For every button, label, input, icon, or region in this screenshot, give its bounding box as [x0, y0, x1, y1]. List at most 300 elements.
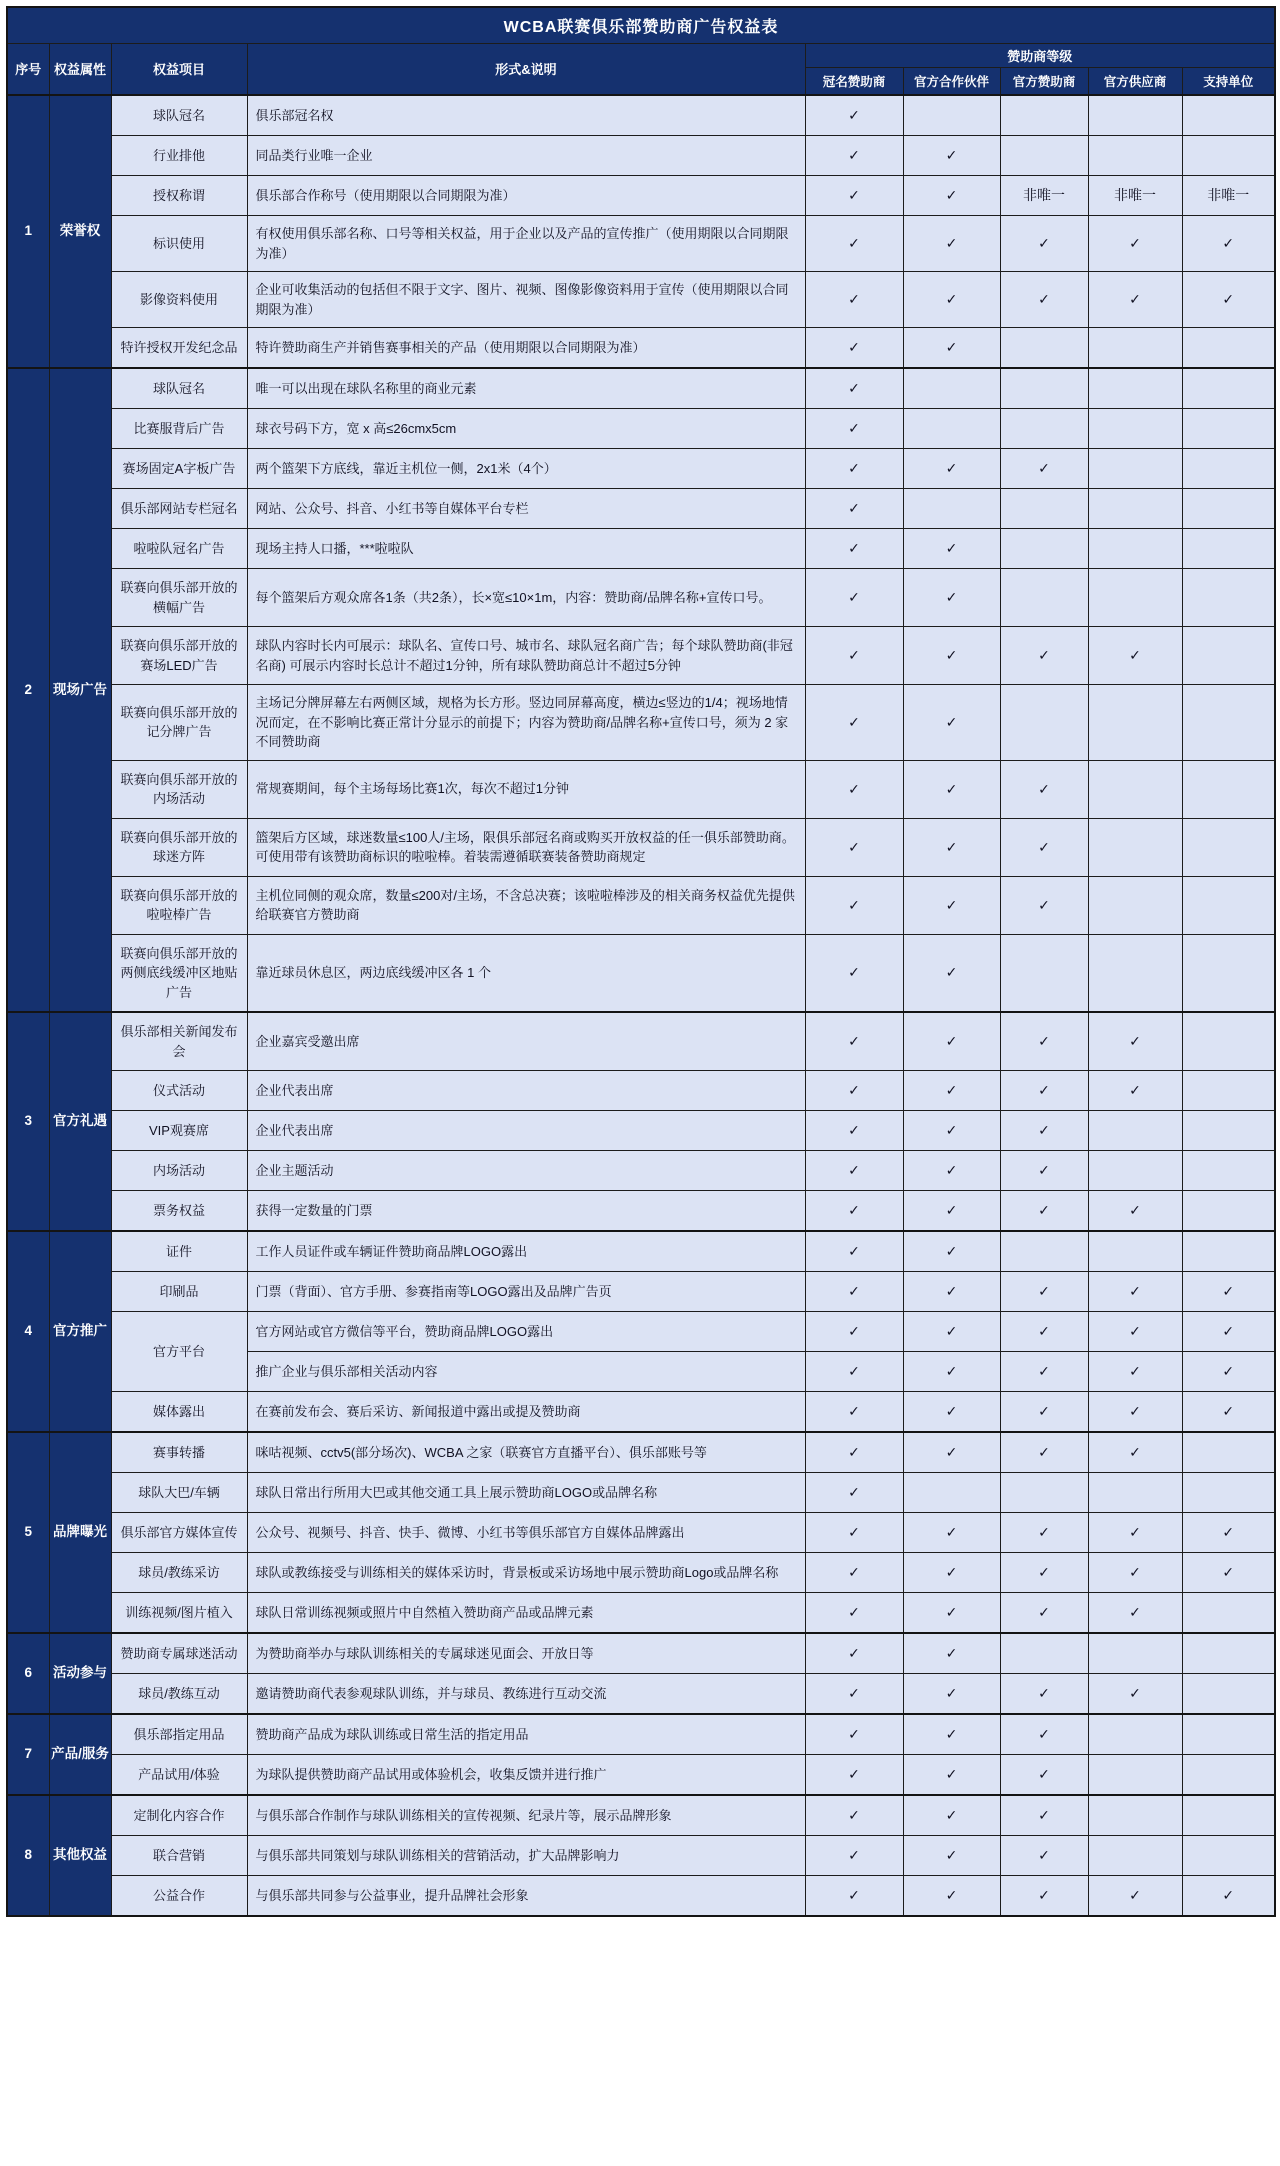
tier-mark: ✓	[1088, 1191, 1182, 1232]
tier-mark: ✓	[1088, 1513, 1182, 1553]
benefit-item: 联赛向俱乐部开放的赛场LED广告	[111, 627, 247, 685]
tier-mark	[1088, 1111, 1182, 1151]
benefit-item: 俱乐部指定用品	[111, 1714, 247, 1755]
benefit-description: 在赛前发布会、赛后采访、新闻报道中露出或提及赞助商	[247, 1392, 805, 1433]
tier-mark: ✓	[1000, 449, 1088, 489]
tier-mark: ✓	[903, 1553, 1000, 1593]
tier-mark: ✓	[805, 1714, 903, 1755]
benefit-description: 与俱乐部合作制作与球队训练相关的宣传视频、纪录片等，展示品牌形象	[247, 1795, 805, 1836]
tier-mark: ✓	[903, 1755, 1000, 1796]
tier-mark	[1182, 627, 1275, 685]
table-row	[7, 1071, 1275, 1111]
tier-mark	[1088, 328, 1182, 369]
tier-mark	[1182, 1795, 1275, 1836]
table-row	[7, 1553, 1275, 1593]
tier-mark	[1088, 818, 1182, 876]
tier-mark	[1088, 95, 1182, 136]
tier-mark: ✓	[1000, 876, 1088, 934]
tier-mark: ✓	[805, 1272, 903, 1312]
section-index: 3	[7, 1012, 49, 1231]
table-row	[7, 1012, 1275, 1071]
benefit-item: 球队大巴/车辆	[111, 1473, 247, 1513]
tier-mark: ✓	[805, 176, 903, 216]
tier-mark: ✓	[805, 627, 903, 685]
tier-mark	[1182, 1755, 1275, 1796]
benefit-description: 为赞助商举办与球队训练相关的专属球迷见面会、开放日等	[247, 1633, 805, 1674]
tier-mark: ✓	[903, 1876, 1000, 1917]
tier-mark: ✓	[903, 934, 1000, 1012]
tier-mark: ✓	[1182, 1272, 1275, 1312]
benefit-item: 产品试用/体验	[111, 1755, 247, 1796]
tier-mark: ✓	[805, 1352, 903, 1392]
tier-mark	[903, 489, 1000, 529]
benefit-description: 为球队提供赞助商产品试用或体验机会，收集反馈并进行推广	[247, 1755, 805, 1796]
section-index: 7	[7, 1714, 49, 1795]
tier-mark: ✓	[1000, 1151, 1088, 1191]
tier-mark: ✓	[903, 627, 1000, 685]
table-row	[7, 1836, 1275, 1876]
tier-mark: ✓	[805, 1312, 903, 1352]
benefit-description: 同品类行业唯一企业	[247, 136, 805, 176]
benefit-item: 影像资料使用	[111, 272, 247, 328]
tier-mark	[1000, 489, 1088, 529]
tier-mark: ✓	[805, 1755, 903, 1796]
benefit-description: 门票（背面）、官方手册、参赛指南等LOGO露出及品牌广告页	[247, 1272, 805, 1312]
benefit-description: 推广企业与俱乐部相关活动内容	[247, 1352, 805, 1392]
tier-mark: 非唯一	[1000, 176, 1088, 216]
tier-mark	[1182, 368, 1275, 409]
section-attribute: 活动参与	[49, 1633, 111, 1714]
benefit-item: 联赛向俱乐部开放的啦啦棒广告	[111, 876, 247, 934]
tier-mark: ✓	[903, 328, 1000, 369]
col-header-tier-official-partner: 官方合作伙伴	[903, 67, 1000, 95]
tier-mark	[1088, 1836, 1182, 1876]
tier-mark: ✓	[805, 876, 903, 934]
tier-mark: ✓	[903, 1795, 1000, 1836]
col-header-tier-official-supplier: 官方供应商	[1088, 67, 1182, 95]
tier-mark: ✓	[805, 760, 903, 818]
table-row	[7, 685, 1275, 761]
tier-mark: ✓	[805, 1553, 903, 1593]
tier-mark: ✓	[1088, 1674, 1182, 1715]
tier-mark: ✓	[903, 529, 1000, 569]
tier-mark: ✓	[1182, 272, 1275, 328]
tier-mark	[1182, 1151, 1275, 1191]
tier-mark	[1088, 1714, 1182, 1755]
tier-mark: ✓	[903, 1231, 1000, 1272]
tier-mark: ✓	[1182, 1513, 1275, 1553]
table-row	[7, 529, 1275, 569]
tier-mark: ✓	[1000, 1836, 1088, 1876]
tier-mark: ✓	[1088, 1312, 1182, 1352]
tier-mark: ✓	[805, 529, 903, 569]
tier-mark: ✓	[805, 934, 903, 1012]
tier-mark	[1182, 1674, 1275, 1715]
tier-mark: ✓	[903, 1151, 1000, 1191]
tier-mark	[1182, 876, 1275, 934]
tier-mark: 非唯一	[1182, 176, 1275, 216]
table-row	[7, 136, 1275, 176]
tier-mark: ✓	[805, 1876, 903, 1917]
tier-mark	[1000, 409, 1088, 449]
tier-mark: ✓	[903, 1272, 1000, 1312]
tier-mark	[1182, 529, 1275, 569]
table-row	[7, 1151, 1275, 1191]
tier-mark: ✓	[1000, 1312, 1088, 1352]
table-row	[7, 1633, 1275, 1674]
benefit-description: 球队日常训练视频或照片中自然植入赞助商产品或品牌元素	[247, 1593, 805, 1634]
benefit-item: 球队冠名	[111, 368, 247, 409]
benefit-item: 啦啦队冠名广告	[111, 529, 247, 569]
tier-mark: ✓	[805, 1231, 903, 1272]
tier-mark: ✓	[1088, 1553, 1182, 1593]
section-attribute: 品牌曝光	[49, 1432, 111, 1633]
tier-mark: ✓	[1182, 1876, 1275, 1917]
tier-mark	[1182, 328, 1275, 369]
benefit-description: 企业嘉宾受邀出席	[247, 1012, 805, 1071]
tier-mark: ✓	[805, 1836, 903, 1876]
tier-mark: ✓	[1000, 1352, 1088, 1392]
tier-mark	[1088, 569, 1182, 627]
tier-mark: ✓	[903, 272, 1000, 328]
tier-mark: ✓	[1000, 1795, 1088, 1836]
benefit-item: 赞助商专属球迷活动	[111, 1633, 247, 1674]
col-header-tier-title-sponsor: 冠名赞助商	[805, 67, 903, 95]
tier-mark: ✓	[805, 1012, 903, 1071]
table-row	[7, 328, 1275, 369]
tier-mark: ✓	[1000, 1553, 1088, 1593]
tier-mark	[1182, 409, 1275, 449]
tier-mark	[1000, 95, 1088, 136]
tier-mark: ✓	[1000, 1755, 1088, 1796]
title-row	[7, 7, 1275, 43]
benefit-description: 与俱乐部共同策划与球队训练相关的营销活动，扩大品牌影响力	[247, 1836, 805, 1876]
tier-mark: ✓	[1000, 1513, 1088, 1553]
tier-mark: ✓	[903, 1352, 1000, 1392]
header-row-main	[7, 43, 1275, 67]
tier-mark	[1088, 934, 1182, 1012]
table-row	[7, 1714, 1275, 1755]
benefit-description: 有权使用俱乐部名称、口号等相关权益，用于企业以及产品的宣传推广（使用期限以合同期限为准）	[247, 216, 805, 272]
col-header-tier-group: 赞助商等级	[805, 43, 1275, 67]
table-row	[7, 1272, 1275, 1312]
tier-mark	[1088, 1473, 1182, 1513]
tier-mark	[1088, 1151, 1182, 1191]
tier-mark: ✓	[805, 1473, 903, 1513]
table-row	[7, 1876, 1275, 1917]
benefit-description: 官方网站或官方微信等平台，赞助商品牌LOGO露出	[247, 1312, 805, 1352]
benefit-description: 邀请赞助商代表参观球队训练，并与球员、教练进行互动交流	[247, 1674, 805, 1715]
tier-mark	[1182, 818, 1275, 876]
tier-mark: ✓	[805, 685, 903, 761]
tier-mark: ✓	[903, 760, 1000, 818]
benefit-description: 企业代表出席	[247, 1071, 805, 1111]
tier-mark: ✓	[1000, 1876, 1088, 1917]
benefit-item: 定制化内容合作	[111, 1795, 247, 1836]
tier-mark: ✓	[805, 489, 903, 529]
tier-mark	[1182, 449, 1275, 489]
benefit-item: 联赛向俱乐部开放的记分牌广告	[111, 685, 247, 761]
tier-mark: ✓	[1000, 1191, 1088, 1232]
tier-mark: ✓	[1000, 1272, 1088, 1312]
tier-mark: ✓	[1000, 627, 1088, 685]
tier-mark: ✓	[903, 1674, 1000, 1715]
table-row	[7, 1111, 1275, 1151]
tier-mark: ✓	[903, 685, 1000, 761]
tier-mark: ✓	[805, 449, 903, 489]
section-attribute: 现场广告	[49, 368, 111, 1012]
tier-mark: ✓	[1000, 1392, 1088, 1433]
benefit-description: 企业可收集活动的包括但不限于文字、图片、视频、图像影像资料用于宣传（使用期限以合同期限为准）	[247, 272, 805, 328]
tier-mark: ✓	[1000, 760, 1088, 818]
section-attribute: 官方推广	[49, 1231, 111, 1432]
tier-mark: ✓	[1000, 272, 1088, 328]
benefit-item: VIP观赛席	[111, 1111, 247, 1151]
section-attribute: 荣誉权	[49, 95, 111, 368]
benefit-description: 赞助商产品成为球队训练或日常生活的指定用品	[247, 1714, 805, 1755]
benefit-description: 球队内容时长内可展示：球队名、宣传口号、城市名、球队冠名商广告；每个球队赞助商(非冠名商) 可展示内容时长总计不超过1分钟，所有球队赞助商总计不超过5分钟	[247, 627, 805, 685]
benefit-item: 俱乐部官方媒体宣传	[111, 1513, 247, 1553]
section-attribute: 产品/服务	[49, 1714, 111, 1795]
tier-mark	[1088, 1231, 1182, 1272]
tier-mark	[903, 95, 1000, 136]
benefit-item: 球员/教练采访	[111, 1553, 247, 1593]
table-row	[7, 1755, 1275, 1796]
section-attribute: 其他权益	[49, 1795, 111, 1916]
tier-mark: ✓	[1088, 1012, 1182, 1071]
page-title: WCBA联赛俱乐部赞助商广告权益表	[7, 7, 1275, 43]
tier-mark: ✓	[1088, 1071, 1182, 1111]
tier-mark: ✓	[903, 1312, 1000, 1352]
benefit-item: 票务权益	[111, 1191, 247, 1232]
tier-mark	[1182, 569, 1275, 627]
tier-mark: ✓	[903, 876, 1000, 934]
tier-mark: ✓	[805, 409, 903, 449]
tier-mark: ✓	[805, 1071, 903, 1111]
tier-mark: ✓	[805, 1513, 903, 1553]
table-row	[7, 1231, 1275, 1272]
benefit-description: 与俱乐部共同参与公益事业，提升品牌社会形象	[247, 1876, 805, 1917]
tier-mark: ✓	[1088, 627, 1182, 685]
tier-mark: ✓	[805, 1633, 903, 1674]
table-row	[7, 1473, 1275, 1513]
section-attribute: 官方礼遇	[49, 1012, 111, 1231]
benefit-item: 球员/教练互动	[111, 1674, 247, 1715]
tier-mark	[1000, 685, 1088, 761]
tier-mark: ✓	[805, 272, 903, 328]
tier-mark	[1182, 1714, 1275, 1755]
tier-mark	[1088, 685, 1182, 761]
table-body	[7, 95, 1275, 1916]
tier-mark: ✓	[805, 1151, 903, 1191]
tier-mark	[1182, 489, 1275, 529]
tier-mark: ✓	[1000, 1674, 1088, 1715]
tier-mark: ✓	[1088, 1876, 1182, 1917]
benefit-item: 联赛向俱乐部开放的两侧底线缓冲区地贴广告	[111, 934, 247, 1012]
benefit-item: 联赛向俱乐部开放的球迷方阵	[111, 818, 247, 876]
benefit-description: 获得一定数量的门票	[247, 1191, 805, 1232]
section-index: 1	[7, 95, 49, 368]
tier-mark	[1182, 934, 1275, 1012]
tier-mark	[1182, 1111, 1275, 1151]
benefit-item: 行业排他	[111, 136, 247, 176]
tier-mark	[1000, 1231, 1088, 1272]
tier-mark	[1182, 1071, 1275, 1111]
tier-mark	[1000, 368, 1088, 409]
section-index: 8	[7, 1795, 49, 1916]
tier-mark	[1182, 1231, 1275, 1272]
tier-mark: ✓	[1000, 216, 1088, 272]
col-header-index: 序号	[7, 43, 49, 95]
tier-mark	[1182, 1432, 1275, 1473]
tier-mark	[1088, 1633, 1182, 1674]
table-row	[7, 368, 1275, 409]
benefit-item: 比赛服背后广告	[111, 409, 247, 449]
benefit-description: 俱乐部合作称号（使用期限以合同期限为准）	[247, 176, 805, 216]
benefit-item: 仪式活动	[111, 1071, 247, 1111]
tier-mark: ✓	[903, 1392, 1000, 1433]
tier-mark: ✓	[805, 1392, 903, 1433]
tier-mark	[1000, 1633, 1088, 1674]
tier-mark: ✓	[1000, 1071, 1088, 1111]
benefit-description: 咪咕视频、cctv5(部分场次)、WCBA 之家（联赛官方直播平台）、俱乐部账号等	[247, 1432, 805, 1473]
benefit-item: 联合营销	[111, 1836, 247, 1876]
table-row	[7, 760, 1275, 818]
tier-mark	[1088, 760, 1182, 818]
tier-mark: ✓	[903, 1432, 1000, 1473]
tier-mark: ✓	[805, 216, 903, 272]
tier-mark: ✓	[1182, 1553, 1275, 1593]
table-row	[7, 1674, 1275, 1715]
benefit-description: 现场主持人口播，***啦啦队	[247, 529, 805, 569]
tier-mark: ✓	[903, 449, 1000, 489]
tier-mark: ✓	[1088, 1272, 1182, 1312]
tier-mark	[1088, 876, 1182, 934]
table-row	[7, 1593, 1275, 1634]
tier-mark	[1182, 136, 1275, 176]
table-row	[7, 1513, 1275, 1553]
table-row	[7, 569, 1275, 627]
benefit-item: 印刷品	[111, 1272, 247, 1312]
tier-mark: ✓	[805, 136, 903, 176]
tier-mark	[903, 368, 1000, 409]
tier-mark: ✓	[805, 368, 903, 409]
table-row	[7, 1432, 1275, 1473]
tier-mark	[1182, 1836, 1275, 1876]
tier-mark: ✓	[903, 1714, 1000, 1755]
benefit-item: 标识使用	[111, 216, 247, 272]
tier-mark: ✓	[805, 1432, 903, 1473]
tier-mark: ✓	[1000, 1593, 1088, 1634]
sponsor-rights-table	[6, 6, 1276, 1917]
tier-mark: ✓	[805, 818, 903, 876]
benefit-item: 俱乐部网站专栏冠名	[111, 489, 247, 529]
tier-mark	[1000, 529, 1088, 569]
tier-mark: ✓	[805, 1593, 903, 1634]
benefit-item: 赛事转播	[111, 1432, 247, 1473]
tier-mark: ✓	[1182, 1312, 1275, 1352]
benefit-description: 俱乐部冠名权	[247, 95, 805, 136]
table-row	[7, 1312, 1275, 1352]
col-header-description: 形式&说明	[247, 43, 805, 95]
section-index: 6	[7, 1633, 49, 1714]
tier-mark: ✓	[1088, 1352, 1182, 1392]
tier-mark: ✓	[903, 216, 1000, 272]
benefit-description: 特许赞助商生产并销售赛事相关的产品（使用期限以合同期限为准）	[247, 328, 805, 369]
benefit-description: 企业主题活动	[247, 1151, 805, 1191]
tier-mark	[1000, 934, 1088, 1012]
table-row	[7, 95, 1275, 136]
tier-mark: ✓	[805, 328, 903, 369]
table-row	[7, 449, 1275, 489]
tier-mark: ✓	[903, 136, 1000, 176]
tier-mark	[1088, 136, 1182, 176]
tier-mark: ✓	[1182, 1392, 1275, 1433]
tier-mark: ✓	[1000, 1432, 1088, 1473]
tier-mark	[1182, 760, 1275, 818]
table-row	[7, 818, 1275, 876]
tier-mark	[1182, 1633, 1275, 1674]
tier-mark: ✓	[805, 1795, 903, 1836]
tier-mark	[1182, 95, 1275, 136]
tier-mark	[1000, 1473, 1088, 1513]
col-header-attribute: 权益属性	[49, 43, 111, 95]
table-row	[7, 1191, 1275, 1232]
tier-mark: ✓	[903, 1593, 1000, 1634]
tier-mark: ✓	[1088, 216, 1182, 272]
tier-mark	[1000, 328, 1088, 369]
section-index: 4	[7, 1231, 49, 1432]
col-header-item: 权益项目	[111, 43, 247, 95]
col-header-tier-supporting-unit: 支持单位	[1182, 67, 1275, 95]
tier-mark: ✓	[1000, 1111, 1088, 1151]
tier-mark: ✓	[805, 95, 903, 136]
tier-mark	[1088, 1755, 1182, 1796]
tier-mark	[1182, 1593, 1275, 1634]
tier-mark	[903, 1473, 1000, 1513]
tier-mark: ✓	[903, 569, 1000, 627]
benefit-description: 常规赛期间，每个主场每场比赛1次，每次不超过1分钟	[247, 760, 805, 818]
tier-mark: ✓	[1088, 1593, 1182, 1634]
benefit-item: 赛场固定A字板广告	[111, 449, 247, 489]
benefit-description: 靠近球员休息区，两边底线缓冲区各 1 个	[247, 934, 805, 1012]
tier-mark: ✓	[1000, 818, 1088, 876]
benefit-description: 工作人员证件或车辆证件赞助商品牌LOGO露出	[247, 1231, 805, 1272]
tier-mark	[1000, 136, 1088, 176]
tier-mark	[1088, 368, 1182, 409]
benefit-description: 主机位同侧的观众席，数量≤200对/主场，不含总决赛；该啦啦棒涉及的相关商务权益优先提供给联赛官方赞助商	[247, 876, 805, 934]
benefit-item: 媒体露出	[111, 1392, 247, 1433]
benefit-description: 网站、公众号、抖音、小红书等自媒体平台专栏	[247, 489, 805, 529]
benefit-description: 两个篮架下方底线，靠近主机位一侧，2x1米（4个）	[247, 449, 805, 489]
tier-mark	[1182, 685, 1275, 761]
tier-mark	[1088, 409, 1182, 449]
benefit-description: 篮架后方区域，球迷数量≤100人/主场，限俱乐部冠名商或购买开放权益的任一俱乐部赞助商。可使用带有该赞助商标识的啦啦棒。着装需遵循联赛装备赞助商规定	[247, 818, 805, 876]
tier-mark	[1088, 449, 1182, 489]
tier-mark: ✓	[903, 818, 1000, 876]
benefit-item: 联赛向俱乐部开放的横幅广告	[111, 569, 247, 627]
tier-mark: ✓	[1000, 1714, 1088, 1755]
benefit-description: 每个篮架后方观众席各1条（共2条），长×宽≤10×1m，内容：赞助商/品牌名称+宣传口号。	[247, 569, 805, 627]
tier-mark	[1088, 489, 1182, 529]
tier-mark	[1182, 1191, 1275, 1232]
tier-mark: ✓	[805, 1191, 903, 1232]
benefit-item: 俱乐部相关新闻发布会	[111, 1012, 247, 1071]
benefit-item: 官方平台	[111, 1312, 247, 1392]
tier-mark: ✓	[1088, 1392, 1182, 1433]
benefit-item: 联赛向俱乐部开放的内场活动	[111, 760, 247, 818]
tier-mark: ✓	[1088, 1432, 1182, 1473]
